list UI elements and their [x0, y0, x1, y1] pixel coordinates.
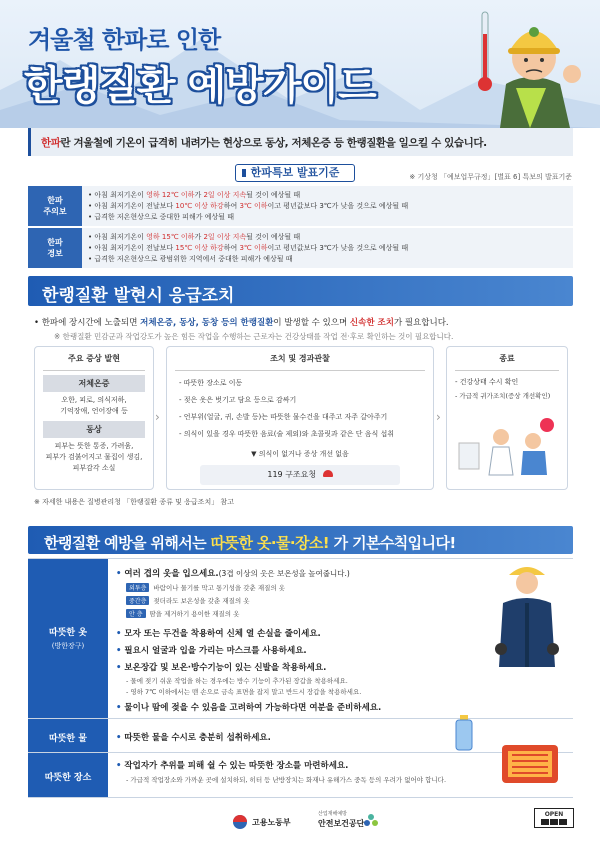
doctor-patient-illustration	[455, 415, 559, 477]
warning-badge	[28, 228, 82, 268]
frostbite-heading: 동상	[43, 421, 145, 438]
text: 하여	[223, 202, 240, 210]
text: 피부감각 소실	[72, 464, 116, 472]
open-license-badge	[534, 808, 574, 828]
red-text: 영하 15℃ 이하	[146, 233, 195, 241]
text: 이고 평년값보다 3℃가 낮을 것으로 예상될 때	[267, 244, 409, 252]
bullet: • 모자 또는 두건을 착용하여 신체 열 손실을 줄이세요.	[116, 627, 321, 639]
text: 언부위(얼굴, 귀, 손발 등)는 따뜻한 물수건을 대주고 자주 갈아주기	[183, 413, 388, 421]
principle-banner	[28, 526, 573, 554]
heater-icon	[500, 741, 560, 787]
intro-highlight: 한파	[41, 137, 61, 149]
criteria-title: 한파특보 발표기준	[235, 164, 355, 182]
list-item: - 가급적 귀가조치(증상 개선확인)	[455, 392, 551, 400]
winter-worker-illustration	[487, 559, 567, 669]
intro-text: 란 겨울철에 기온이 급격히 내려가는 현상으로 동상, 저체온증 등 한랭질환을 일으킬 수 있습니다.	[60, 137, 487, 149]
clothes-body	[116, 559, 573, 718]
kosha-logo-icon	[362, 812, 380, 830]
ministry-logo-icon	[232, 814, 248, 830]
clothes-row	[28, 558, 573, 718]
text: 아침 최저기온이	[94, 233, 147, 241]
text: • 한파에 장시간에 노출되면	[34, 318, 141, 328]
text: 이고 평년값보다 3℃가 낮을 것으로 예상될 때	[267, 202, 409, 210]
sub-text: - 가급적 작업장소와 가까운 곳에 설치하되, 히터 등 난방장치는 화재나 유해가스 중독 등의 우려가 없어야 합니다.	[126, 776, 447, 784]
text: 땀을 제거하기 용이한 재질의 옷	[149, 610, 240, 618]
advisory-label-1: 한파	[47, 196, 63, 205]
end-card-title: 종료	[455, 347, 559, 371]
text: 될 것이 예상될 때	[246, 191, 301, 199]
arrow-icon: ›	[155, 410, 160, 424]
advisory-box	[28, 186, 573, 226]
text: 따뜻한 장소로 이동	[183, 379, 243, 387]
bullet	[116, 567, 350, 579]
advisory-badge	[28, 186, 82, 226]
kosha-name: 안전보건공단	[318, 819, 365, 828]
list-item: • 아침 최저기온이 영하 12℃ 이하가 2일 이상 지속될 것이 예상될 때	[88, 191, 301, 199]
text: OPEN	[544, 811, 564, 818]
text: 젖더라도 보온성을 갖춘 재질의 옷	[153, 597, 250, 605]
text: 가	[194, 191, 204, 199]
text: 이 발생할 수 있으며	[273, 318, 350, 328]
cold-worker-illustration	[460, 4, 590, 128]
action-card	[166, 346, 434, 490]
warning-label-1: 한파	[47, 238, 63, 247]
warning-list	[88, 232, 408, 265]
arrow-icon: ›	[436, 410, 441, 424]
list-item: • 급격한 저온현상으로 광범위한 지역에서 중대한 피해가 예상될 때	[88, 255, 293, 263]
layer-item	[126, 596, 250, 605]
place-body	[116, 753, 573, 797]
water-label: 따뜻한 물	[28, 719, 108, 752]
frostbite-text	[35, 441, 153, 474]
intro-statement	[28, 128, 573, 156]
no-improvement-note: ▼ 의식이 없거나 증상 개선 없음	[251, 450, 349, 458]
layer-tag: 외투층	[126, 583, 149, 592]
emergency-title: 한랭질환 발현시 응급조치	[28, 276, 573, 306]
advisory-list	[88, 190, 408, 223]
end-card	[446, 346, 568, 490]
symptom-card	[34, 346, 154, 490]
end-list	[447, 371, 567, 407]
call-119-text: 119 구조요청	[267, 470, 317, 479]
symptom-card-title: 주요 증상 발현	[43, 347, 145, 371]
text: 바람이나 물기를 막고 통기성을 갖춘 재질의 옷	[153, 584, 286, 592]
place-row	[28, 752, 573, 798]
sub-text: - 영하 7℃ 이하에서는 맨 손으로 금속 표면을 잡지 말고 반드시 장갑을 착용하세요.	[126, 688, 362, 696]
place-label: 따뜻한 장소	[28, 753, 108, 797]
text: 급격한 저온현상으로 광범위한 지역에서 중대한 피해가 예상될 때	[94, 255, 293, 263]
text: 기억장애, 언어장애 등	[60, 407, 128, 415]
water-row	[28, 718, 573, 752]
emergency-line1	[34, 316, 449, 328]
list-item: - 따뜻한 장소로 이동	[179, 379, 243, 387]
layer-tag: 중간층	[126, 596, 149, 605]
siren-icon	[323, 470, 333, 477]
red-text: 신속한 조치	[349, 318, 394, 328]
list-item: • 아침 최저기온이 전날보다 15℃ 이상 하강하여 3℃ 이하이고 평년값보다 3℃가 낮을 것으로 예상될 때	[88, 244, 409, 252]
warning-label-2: 경보	[47, 249, 63, 258]
text: 급격한 저온현상으로 중대한 피해가 예상될 때	[94, 213, 234, 221]
bullet: • 필요시 얼굴과 입을 가리는 마스크를 사용하세요.	[116, 644, 307, 656]
highlight-text: 따뜻한 옷·물·장소!	[210, 534, 329, 552]
text: 오한, 피로, 의식저하,	[61, 396, 127, 404]
list-item: • 아침 최저기온이 전날보다 10℃ 이상 하강하여 3℃ 이하이고 평년값보다 3℃가 낮을 것으로 예상될 때	[88, 202, 409, 210]
text: (3겹 이상의 옷은 보온성을 높여줍니다.)	[218, 569, 350, 578]
hypothermia-heading: 저체온증	[43, 375, 145, 392]
text: 가 기본수칙입니다!	[328, 534, 456, 552]
bullet: • 물이나 땀에 젖을 수 있음을 고려하여 가능하다면 여분을 준비하세요.	[116, 701, 381, 713]
layer-item	[126, 609, 239, 618]
ministry-name: 고용노동부	[252, 818, 291, 827]
text: 가	[194, 233, 204, 241]
text: 건강상태 수시 확인	[459, 378, 519, 386]
text: 피부는 뜻한 통증, 가려움,	[54, 442, 134, 450]
kosha-sub: 산업재해예방	[318, 811, 347, 817]
hero-banner	[0, 0, 600, 128]
text: 하여	[223, 244, 240, 252]
hero-title-line1: 겨울철 한파로 인한	[28, 26, 221, 54]
list-item: - 젖은 옷은 벗기고 담요 등으로 감싸기	[179, 396, 297, 404]
text: 아침 최저기온이	[94, 191, 147, 199]
emergency-line2: ※ 한랭질환 민감군과 작업강도가 높은 힘든 작업을 수행하는 근로자는 건강상태를 작업 전·후로 확인하는 것이 필요합니다.	[54, 332, 454, 341]
red-text: 2일 이상 지속	[203, 233, 247, 241]
text: 의식이 있을 경우 따뜻한 음료(술 제외)와 초콜릿과 같은 단 음식 섭취	[183, 430, 395, 438]
red-text: 3℃ 이하	[239, 202, 268, 210]
warning-box	[28, 228, 573, 268]
text: 가 필요합니다.	[393, 318, 449, 328]
text: 젖은 옷은 벗기고 담요 등으로 감싸기	[183, 396, 297, 404]
action-card-title: 조치 및 경과관찰	[175, 347, 425, 371]
red-text: 3℃ 이하	[239, 244, 268, 252]
sub-text: - 물에 젖기 쉬운 작업을 하는 경우에는 방수 기능이 추가된 장갑을 착용하세요.	[126, 677, 348, 685]
red-text: 15℃ 이상 하강	[175, 244, 224, 252]
blue-text: 저체온증, 동상, 동창 등의 한랭질환	[140, 318, 274, 328]
text: 아침 최저기온이 전날보다	[94, 202, 176, 210]
list-item: - 의식이 있을 경우 따뜻한 음료(술 제외)와 초콜릿과 같은 단 음식 섭취	[179, 430, 395, 438]
hypothermia-text	[35, 395, 153, 417]
emergency-reference: ※ 자세한 내용은 질병관리청 「한랭질환 종류 및 응급조치」 참고	[34, 498, 234, 506]
red-text: 2일 이상 지속	[203, 191, 247, 199]
layer-item	[126, 583, 285, 592]
red-text: 영하 12℃ 이하	[146, 191, 195, 199]
red-text: 10℃ 이상 하강	[175, 202, 224, 210]
call-119-box	[200, 465, 400, 485]
advisory-label-2: 주의보	[43, 207, 67, 216]
text: 가급적 귀가조치(증상 개선확인)	[459, 392, 551, 400]
footer	[0, 800, 600, 844]
criteria-source-note: ※ 기상청 「예보업무규정」[별표 6] 특보의 발표기준	[409, 173, 572, 181]
text: 한랭질환 예방을 위해서는	[44, 534, 211, 552]
layer-tag: 안 층	[126, 609, 146, 618]
text: 여러 겹의 옷을 입으세요.	[124, 569, 219, 579]
bullet: • 따뜻한 물을 수시로 충분히 섭취하세요.	[116, 731, 271, 743]
action-list	[167, 371, 433, 447]
text: 아침 최저기온이 전날보다	[94, 244, 176, 252]
text: 피부가 검붉어지고 물집이 생김,	[45, 453, 143, 461]
list-item: - 언부위(얼굴, 귀, 손발 등)는 따뜻한 물수건을 대주고 자주 갈아주기	[179, 413, 388, 421]
list-item: • 급격한 저온현상으로 중대한 피해가 예상될 때	[88, 213, 234, 221]
list-item: • 아침 최저기온이 영하 15℃ 이하가 2일 이상 지속될 것이 예상될 때	[88, 233, 301, 241]
bullet: • 작업자가 추위를 피해 쉴 수 있는 따뜻한 장소를 마련하세요.	[116, 759, 348, 771]
text: 따뜻한 옷	[49, 628, 87, 638]
water-bottle-icon	[452, 715, 476, 751]
clothes-label	[28, 559, 108, 718]
text: (방한장구)	[51, 642, 85, 650]
list-item: - 건강상태 수시 확인	[455, 378, 519, 386]
text: 될 것이 예상될 때	[246, 233, 301, 241]
hero-title-line2: 한랭질환 예방가이드	[24, 63, 376, 109]
bullet: • 보온장갑 및 보온·방수기능이 있는 신발을 착용하세요.	[116, 661, 326, 673]
